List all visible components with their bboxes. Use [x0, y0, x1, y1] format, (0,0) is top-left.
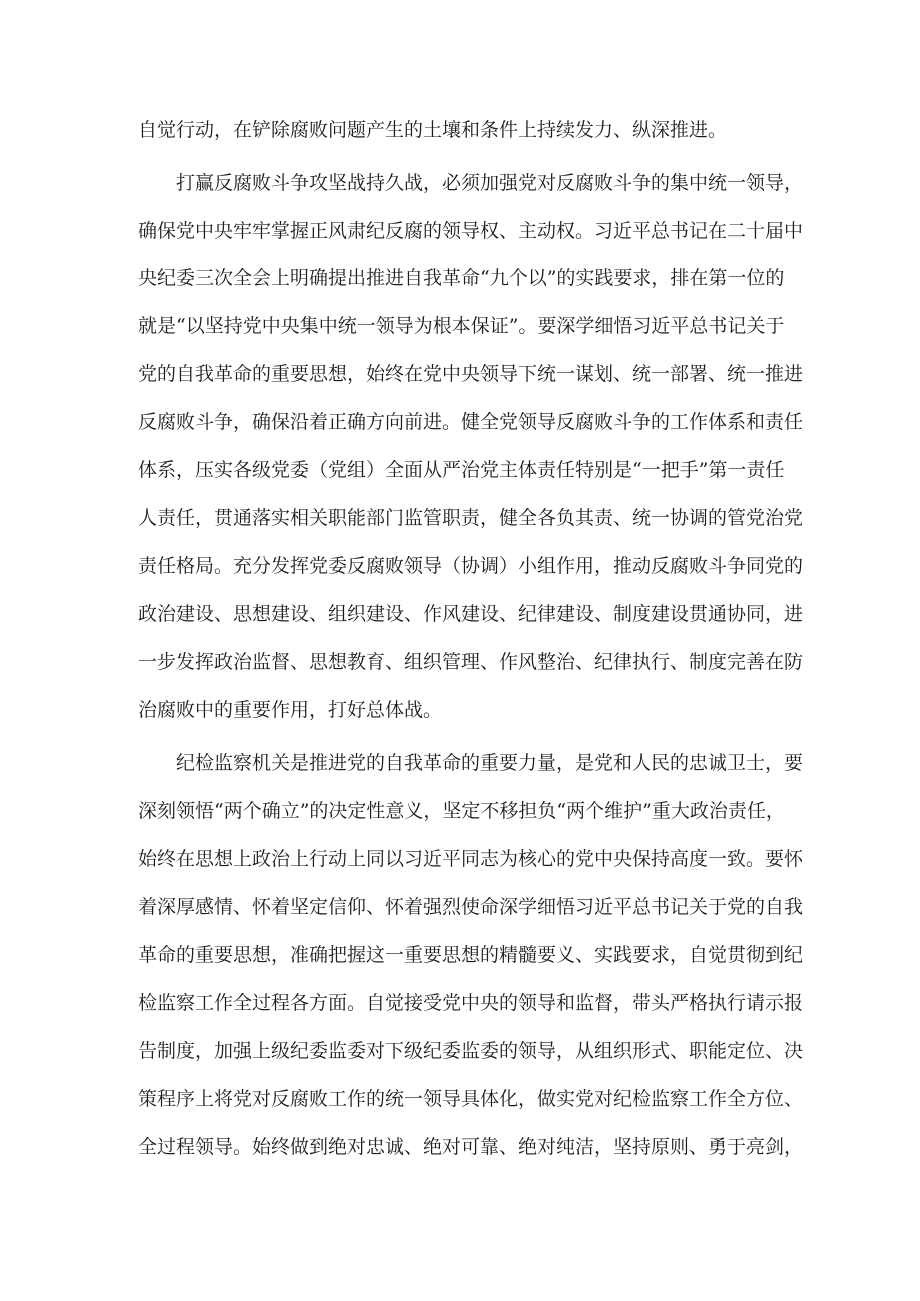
- paragraph-line: 打赢反腐败斗争攻坚战持久战，必须加强党对反腐败斗争的集中统一领导，: [176, 172, 804, 194]
- paragraph-line: 告制度，加强上级纪委监委对下级纪委监委的领导，从组织形式、职能定位、决: [138, 1040, 804, 1062]
- paragraph-line: 央纪委三次全会上明确提出推进自我革命“九个以”的实践要求，排在第一位的: [138, 267, 785, 289]
- paragraph-line: 始终在思想上政治上行动上同以习近平同志为核心的党中央保持高度一致。要怀: [138, 848, 804, 870]
- paragraph-line: 确保党中央牢牢掌握正风肃纪反腐的领导权、主动权。习近平总书记在二十届中: [138, 220, 804, 242]
- paragraph-line: 检监察工作全过程各方面。自觉接受党中央的领导和监督，带头严格执行请示报: [138, 992, 804, 1014]
- paragraph-line: 就是“以坚持党中央集中统一领导为根本保证”。要深学细悟习近平总书记关于: [138, 315, 785, 337]
- paragraph-line: 治腐败中的重要作用，打好总体战。: [138, 699, 443, 721]
- paragraph-line: 党的自我革命的重要思想，始终在党中央领导下统一谋划、统一部署、统一推进: [138, 363, 804, 385]
- paragraph-line: 人责任，贯通落实相关职能部门监管职责，健全各负其责、统一协调的管党治党: [138, 507, 804, 529]
- paragraph-line: 全过程领导。始终做到绝对忠诚、绝对可靠、绝对纯洁，坚持原则、勇于亮剑，: [138, 1136, 804, 1158]
- paragraph-line: 策程序上将党对反腐败工作的统一领导具体化，做实党对纪检监察工作全方位、: [138, 1088, 804, 1110]
- paragraph-line: 深刻领悟“两个确立”的决定性意义，坚定不移担负“两个维护”重大政治责任，: [138, 800, 785, 822]
- paragraph-line: 着深厚感情、怀着坚定信仰、怀着强烈使命深学细悟习近平总书记关于党的自我: [138, 896, 804, 918]
- paragraph-line: 纪检监察机关是推进党的自我革命的重要力量，是党和人民的忠诚卫士，要: [176, 752, 804, 774]
- paragraph-line: 自觉行动，在铲除腐败问题产生的土壤和条件上持续发力、纵深推进。: [138, 119, 728, 141]
- paragraph-line: 责任格局。充分发挥党委反腐败领导（协调）小组作用，推动反腐败斗争同党的: [138, 555, 804, 577]
- paragraph-line: 反腐败斗争，确保沿着正确方向前进。健全党领导反腐败斗争的工作体系和责任: [138, 411, 804, 433]
- paragraph-line: 革命的重要思想，准确把握这一重要思想的精髓要义、实践要求，自觉贯彻到纪: [138, 944, 804, 966]
- paragraph-line: 一步发挥政治监督、思想教育、组织管理、作风整治、纪律执行、制度完善在防: [138, 651, 804, 673]
- paragraph-line: 政治建设、思想建设、组织建设、作风建设、纪律建设、制度建设贯通协同，进: [138, 603, 804, 625]
- paragraph-line: 体系，压实各级党委（党组）全面从严治党主体责任特别是“一把手”第一责任: [138, 459, 785, 481]
